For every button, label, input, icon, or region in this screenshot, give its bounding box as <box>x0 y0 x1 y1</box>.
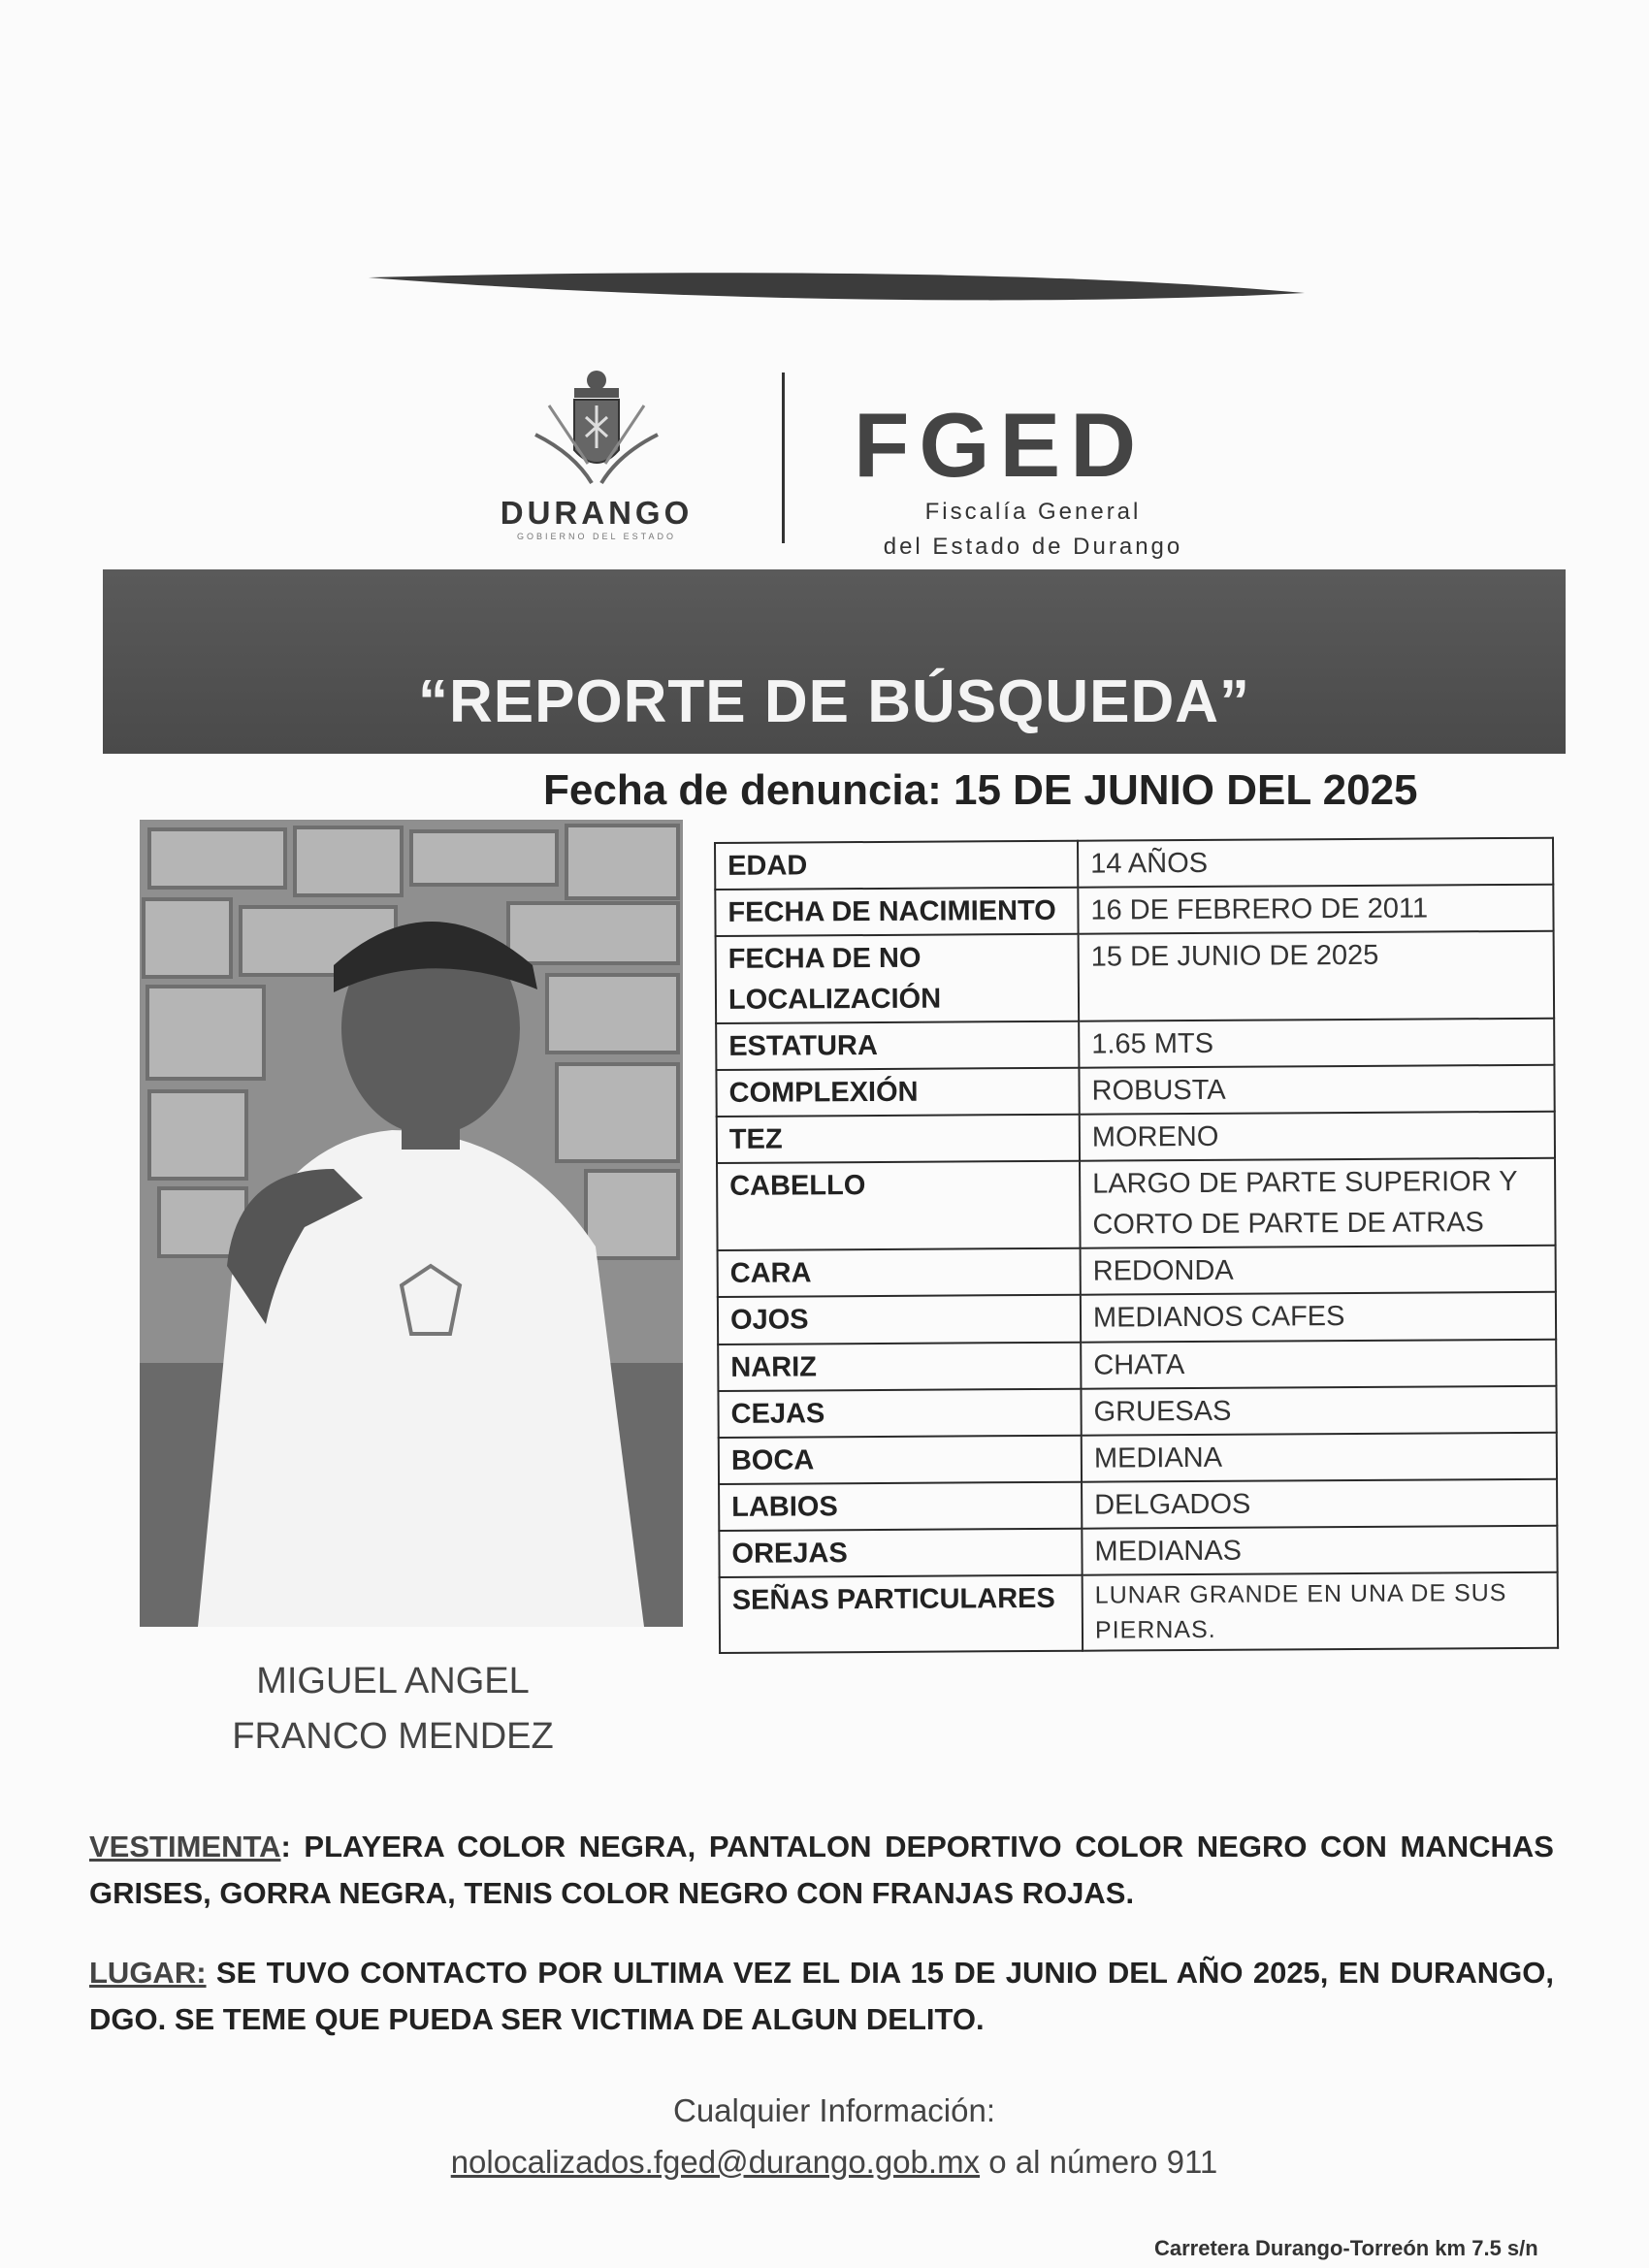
contact-info <box>291 2086 1377 2188</box>
table-row <box>717 1112 1555 1163</box>
header-divider <box>782 373 785 543</box>
row-value: MEDIANAS <box>1082 1525 1557 1574</box>
vestimenta-paragraph <box>89 1824 1554 1917</box>
person-details-table <box>714 837 1559 1655</box>
row-value: MORENO <box>1080 1112 1555 1161</box>
person-name-line-2: FRANCO MENDEZ <box>232 1716 554 1757</box>
row-label: COMPLEXIÓN <box>716 1068 1079 1117</box>
agency-line-2: del Estado de Durango <box>883 533 1183 560</box>
footer-address: Carretera Durango-Torreón km 7.5 s/n <box>1154 2236 1538 2260</box>
lugar-paragraph <box>89 1950 1554 2043</box>
person-photo-illustration <box>140 820 683 1627</box>
table-row <box>718 1292 1556 1344</box>
durango-logo <box>456 367 737 541</box>
table-row <box>719 1478 1557 1530</box>
row-label: BOCA <box>719 1435 1082 1483</box>
table-row <box>719 1432 1557 1483</box>
table-row <box>716 1019 1554 1070</box>
person-name <box>146 1654 640 1765</box>
row-label: OREJAS <box>719 1528 1082 1576</box>
row-value: MEDIANOS CAFES <box>1081 1292 1556 1342</box>
contact-phone-text: o al número 911 <box>980 2143 1218 2180</box>
person-photo <box>140 820 683 1627</box>
vestimenta-label: VESTIMENTA <box>89 1830 281 1863</box>
row-label: CABELLO <box>717 1161 1081 1250</box>
table-row <box>716 1065 1554 1117</box>
person-name-line-1: MIGUEL ANGEL <box>256 1661 530 1701</box>
row-value: 14 AÑOS <box>1078 838 1553 888</box>
row-label: LABIOS <box>719 1481 1082 1530</box>
row-label: CARA <box>718 1248 1081 1297</box>
table-row <box>715 838 1553 890</box>
row-value: 15 DE JUNIO DE 2025 <box>1079 931 1555 1021</box>
row-value: ROBUSTA <box>1079 1065 1554 1115</box>
header-swoosh-bar <box>369 268 1305 314</box>
row-value: 1.65 MTS <box>1079 1019 1554 1068</box>
row-value: DELGADOS <box>1082 1478 1557 1528</box>
row-value: GRUESAS <box>1081 1385 1556 1435</box>
agency-line-1: Fiscalía General <box>924 499 1142 525</box>
durango-wordmark: DURANGO <box>500 495 694 531</box>
row-label: ESTATURA <box>716 1021 1079 1070</box>
row-value: LARGO DE PARTE SUPERIOR Y CORTO DE PARTE DE ATRAS <box>1080 1158 1556 1248</box>
row-label: NARIZ <box>718 1342 1081 1390</box>
row-value: REDONDA <box>1081 1246 1556 1295</box>
table-row <box>719 1525 1557 1576</box>
contact-line <box>291 2137 1377 2188</box>
table-row <box>717 1158 1556 1250</box>
row-label: TEZ <box>717 1115 1080 1163</box>
table-row <box>715 885 1553 936</box>
row-label: FECHA DE NACIMIENTO <box>715 888 1078 936</box>
row-label: OJOS <box>718 1295 1081 1344</box>
table-row <box>716 931 1555 1023</box>
table-row <box>720 1571 1558 1653</box>
durango-coat-of-arms-icon <box>456 367 737 493</box>
lugar-text: SE TUVO CONTACTO POR ULTIMA VEZ EL DIA 15 DE JUNIO DEL AÑO 2025, EN DURANGO, DGO. SE TEME QUE PUEDA SER VICTIMA DE ALGUN DELITO. <box>89 1956 1554 2037</box>
agency-acronym: FGED <box>854 394 1147 496</box>
row-value: LUNAR GRANDE EN UNA DE SUS PIERNAS. <box>1083 1571 1558 1650</box>
lugar-label: LUGAR: <box>89 1956 207 1990</box>
row-label: EDAD <box>715 841 1078 890</box>
fged-logo <box>854 394 1222 560</box>
report-title: “REPORTE DE BÚSQUEDA” <box>417 668 1251 735</box>
durango-subtitle: GOBIERNO DEL ESTADO <box>516 532 677 541</box>
title-banner <box>103 569 1566 754</box>
report-date: Fecha de denuncia: 15 DE JUNIO DEL 2025 <box>543 766 1418 814</box>
row-value: MEDIANA <box>1082 1432 1557 1481</box>
table-row <box>718 1385 1556 1437</box>
row-label: CEJAS <box>718 1388 1081 1437</box>
row-value: 16 DE FEBRERO DE 2011 <box>1078 885 1553 934</box>
row-value: CHATA <box>1081 1339 1556 1388</box>
row-label: SEÑAS PARTICULARES <box>720 1574 1083 1653</box>
contact-email-link[interactable]: nolocalizados.fged@durango.gob.mx <box>450 2143 981 2180</box>
table-row <box>718 1246 1556 1297</box>
row-label: FECHA DE NO LOCALIZACIÓN <box>716 934 1080 1023</box>
table-row <box>718 1339 1556 1390</box>
vestimenta-text: : PLAYERA COLOR NEGRA, PANTALON DEPORTIVO COLOR NEGRO CON MANCHAS GRISES, GORRA NEGRA, TENIS COLOR NEGRO CON FRANJAS ROJAS. <box>89 1830 1554 1911</box>
contact-heading: Cualquier Información: <box>673 2092 995 2128</box>
